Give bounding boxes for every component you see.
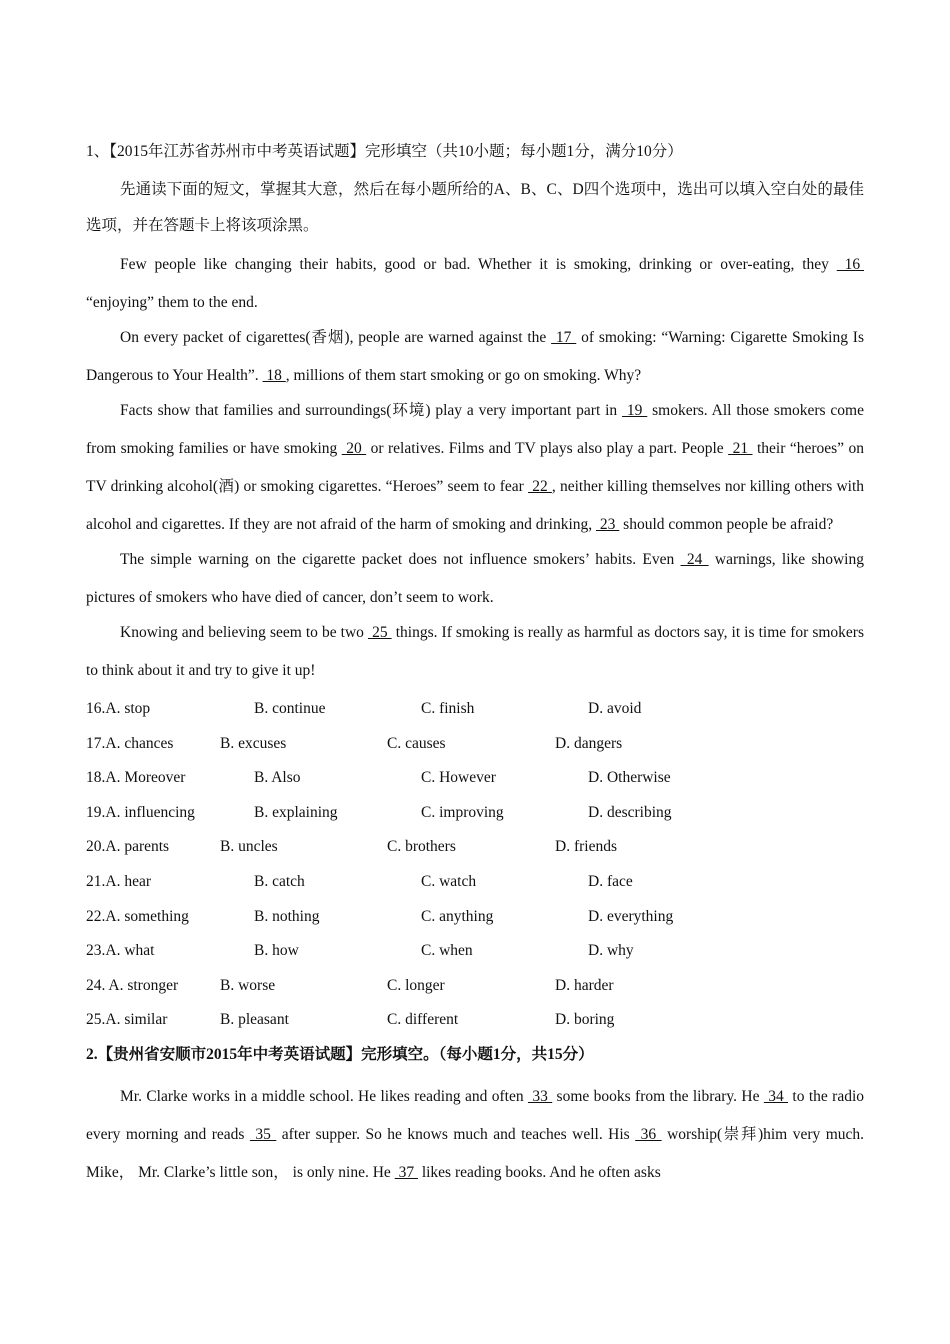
document-page — [86, 138, 864, 1192]
question-1-instruction: 先通读下面的短文，掌握其大意，然后在每小题所给的A、B、C、D四个选项中，选出可以填入空白处的最佳选项，并在答题卡上将该项涂黑。 — [86, 181, 864, 234]
option-18-c[interactable]: C. However — [421, 769, 496, 787]
option-21-b[interactable]: B. catch — [254, 872, 305, 890]
options-row-22 — [86, 900, 864, 935]
blank-23[interactable]: 23 — [596, 516, 620, 533]
blank-20[interactable]: 20 — [341, 440, 367, 457]
options-row-18 — [86, 761, 864, 796]
options-row-25 — [86, 1003, 864, 1038]
option-23-c[interactable]: C. when — [421, 942, 473, 960]
option-19-b[interactable]: B. explaining — [254, 803, 338, 821]
passage-paragraph-4: The simple warning on the cigarette packet does not influence smokers’ habits. Even 24 warnings, like showing pictures of smokers who have died of cancer, don’t seem to work. — [86, 551, 864, 606]
option-25-a[interactable]: 25.A. similar — [86, 1011, 168, 1029]
passage-paragraph-2: On every packet of cigarettes(香烟), people are warned against the 17 of smoking: “Warning: Cigarette Smoking Is Dangerous to Your Health”. 18 , millions of them start smoking or go on smoking. Why? — [86, 329, 864, 384]
passage-paragraph-5: Knowing and believing seem to be two 25 things. If smoking is really as harmful as doctors say, it is time for smokers to think about it and try to give it up! — [86, 624, 865, 679]
blank-21[interactable]: 21 — [728, 440, 753, 457]
question-2-heading: 2.【贵州省安顺市2015年中考英语试题】完形填空。（每小题1分，共15分） — [86, 1045, 594, 1063]
blank-37[interactable]: 37 — [394, 1163, 418, 1181]
option-23-a[interactable]: 23.A. what — [86, 942, 155, 960]
blank-36[interactable]: 36 — [635, 1125, 662, 1143]
option-18-d[interactable]: D. Otherwise — [588, 769, 671, 787]
option-20-c[interactable]: C. brothers — [387, 838, 456, 856]
option-21-a[interactable]: 21.A. hear — [86, 872, 151, 890]
option-19-a[interactable]: 19.A. influencing — [86, 803, 195, 821]
blank-24[interactable]: 24 — [680, 551, 709, 568]
option-17-b[interactable]: B. excuses — [220, 734, 287, 752]
option-18-a[interactable]: 18.A. Moreover — [86, 769, 186, 787]
passage-2-paragraph-1: Mr. Clarke works in a middle school. He likes reading and often 33 some books from the library. He 34 to the radio every morning and reads 35 after supper. So he knows much and teaches well. His 36 worship(崇拜)him very much. Mike， Mr. Clarke’s little son， is only nine. He 37 likes reading books. And he often asks — [86, 1087, 865, 1181]
option-16-c[interactable]: C. finish — [421, 700, 475, 717]
option-23-b[interactable]: B. how — [254, 942, 299, 960]
option-25-d[interactable]: D. boring — [555, 1011, 615, 1029]
options-row-16 — [86, 692, 864, 727]
blank-35[interactable]: 35 — [249, 1125, 277, 1143]
option-19-d[interactable]: D. describing — [588, 803, 672, 821]
options-row-23 — [86, 934, 864, 969]
option-22-d[interactable]: D. everything — [588, 907, 674, 925]
blank-34[interactable]: 34 — [763, 1087, 789, 1105]
option-20-d[interactable]: D. friends — [555, 838, 617, 856]
passage-paragraph-1: Few people like changing their habits, good or bad. Whether it is smoking, drinking or over-eating, they 16 “enjoying” them to the end. — [86, 256, 865, 311]
blank-16[interactable]: 16 — [836, 256, 865, 273]
option-24-c[interactable]: C. longer — [387, 976, 445, 994]
blank-17[interactable]: 17 — [551, 329, 577, 346]
blank-18[interactable]: 18 — [262, 367, 286, 384]
passage-paragraph-3: Facts show that families and surroundings(环境) play a very important part in 19 smokers. All those smokers come from smoking families or have smoking 20 or relatives. Films and TV plays also play a part. People 21 their “heroes” on TV drinking alcohol(酒) or smoking cigarettes. “Heroes” seem to fear 22 , neither killing themselves nor killing others with alcohol and cigarettes. If they are not afraid of the harm of smoking and drinking, 23 should common people be afraid? — [86, 402, 865, 533]
option-16-a[interactable]: 16.A. stop — [86, 700, 151, 717]
option-23-d[interactable]: D. why — [588, 942, 634, 960]
options-row-19 — [86, 796, 864, 831]
blank-33[interactable]: 33 — [527, 1087, 553, 1105]
blank-22[interactable]: 22 — [528, 478, 552, 495]
option-25-b[interactable]: B. pleasant — [220, 1011, 289, 1029]
options-row-21 — [86, 865, 864, 900]
option-16-b[interactable]: B. continue — [254, 700, 326, 717]
option-18-b[interactable]: B. Also — [254, 769, 301, 787]
blank-19[interactable]: 19 — [622, 402, 648, 419]
options-row-20 — [86, 830, 864, 865]
option-24-d[interactable]: D. harder — [555, 976, 614, 994]
option-19-c[interactable]: C. improving — [421, 803, 504, 821]
option-20-b[interactable]: B. uncles — [220, 838, 278, 856]
option-22-c[interactable]: C. anything — [421, 907, 494, 925]
option-22-a[interactable]: 22.A. something — [86, 907, 189, 925]
option-16-d[interactable]: D. avoid — [588, 700, 642, 717]
option-24-b[interactable]: B. worse — [220, 976, 276, 994]
option-21-c[interactable]: C. watch — [421, 872, 477, 890]
option-20-a[interactable]: 20.A. parents — [86, 838, 170, 856]
option-17-c[interactable]: C. causes — [387, 734, 446, 752]
answer-options — [86, 692, 864, 1038]
option-25-c[interactable]: C. different — [387, 1011, 459, 1029]
option-17-d[interactable]: D. dangers — [555, 734, 623, 752]
option-17-a[interactable]: 17.A. chances — [86, 734, 174, 752]
question-1-heading: 1、【2015年江苏省苏州市中考英语试题】完形填空（共10小题；每小题1分，满分10分） — [86, 143, 683, 160]
option-24-a[interactable]: 24. A. stronger — [86, 976, 179, 994]
blank-25[interactable]: 25 — [368, 624, 392, 641]
options-row-24 — [86, 969, 864, 1004]
option-22-b[interactable]: B. nothing — [254, 907, 320, 925]
option-21-d[interactable]: D. face — [588, 872, 633, 890]
options-row-17 — [86, 727, 864, 762]
